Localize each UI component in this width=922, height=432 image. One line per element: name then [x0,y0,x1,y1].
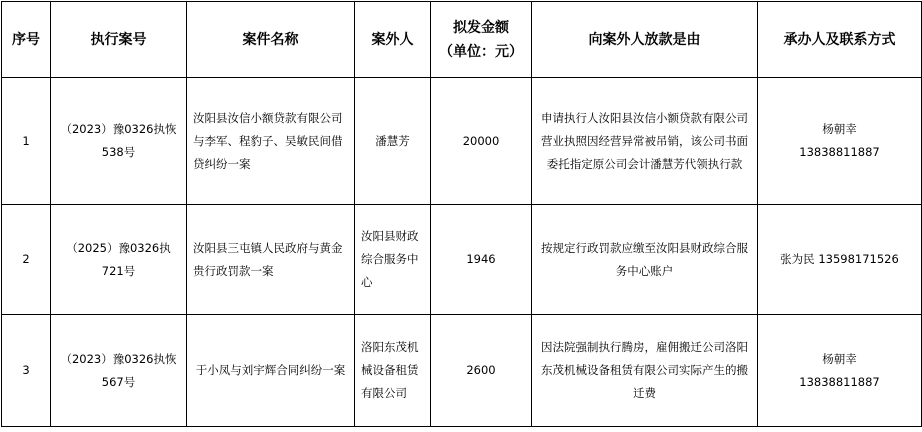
cell-case-no: （2023）豫0326执恢538号 [51,78,187,205]
cell-seq: 2 [2,205,51,315]
cell-amount: 2600 [431,315,532,427]
cell-reason: 因法院强制执行腾房，雇佣搬迁公司洛阳东茂机械设备租赁有限公司实际产生的搬迁费 [532,315,758,427]
cell-amount: 20000 [431,78,532,205]
header-amount [431,2,532,78]
cell-case-no: （2025）豫0326执721号 [51,205,187,315]
cell-handler [758,78,922,205]
cell-reason: 申请执行人汝阳县汝信小额贷款有限公司营业执照因经营异常被吊销，该公司书面委托指定原公司会计潘慧芳代领执行款 [532,78,758,205]
header-amount-title: 拟发金额 [453,19,509,36]
case-table [1,1,922,427]
cell-handler [758,205,922,315]
cell-outsider: 洛阳东茂机械设备租赁有限公司 [355,315,431,427]
handler-phone: 13838811887 [799,145,880,159]
header-amount-unit: （单位：元） [439,43,523,60]
cell-case-name: 于小凤与刘宇辉合同纠纷一案 [187,315,355,427]
handler-phone: 13598171526 [818,252,899,266]
handler-phone: 13838811887 [799,374,880,389]
handler-name: 杨朝幸 [822,351,857,366]
header-case-no: 执行案号 [51,2,187,78]
cell-amount: 1946 [431,205,532,315]
header-row [2,2,922,78]
header-handler: 承办人及联系方式 [758,2,922,78]
cell-case-name: 汝阳县汝信小额贷款有限公司与李军、程豹子、吴敏民间借贷纠纷一案 [187,78,355,205]
cell-handler [758,315,922,427]
header-seq: 序号 [2,2,51,78]
table-row [2,315,922,427]
header-reason: 向案外人放款是由 [532,2,758,78]
header-case-name: 案件名称 [187,2,355,78]
header-outsider: 案外人 [355,2,431,78]
cell-outsider: 潘慧芳 [355,78,431,205]
handler-name: 张为民 [780,252,815,266]
cell-seq: 3 [2,315,51,427]
cell-seq: 1 [2,78,51,205]
cell-case-name: 汝阳县三屯镇人民政府与黄金贵行政罚款一案 [187,205,355,315]
cell-case-no: （2023）豫0326执恢567号 [51,315,187,427]
table-row [2,78,922,205]
cell-outsider: 汝阳县财政综合服务中心 [355,205,431,315]
cell-reason: 按规定行政罚款应缴至汝阳县财政综合服务中心账户 [532,205,758,315]
table-row [2,205,922,315]
handler-name: 杨朝幸 [822,122,857,136]
